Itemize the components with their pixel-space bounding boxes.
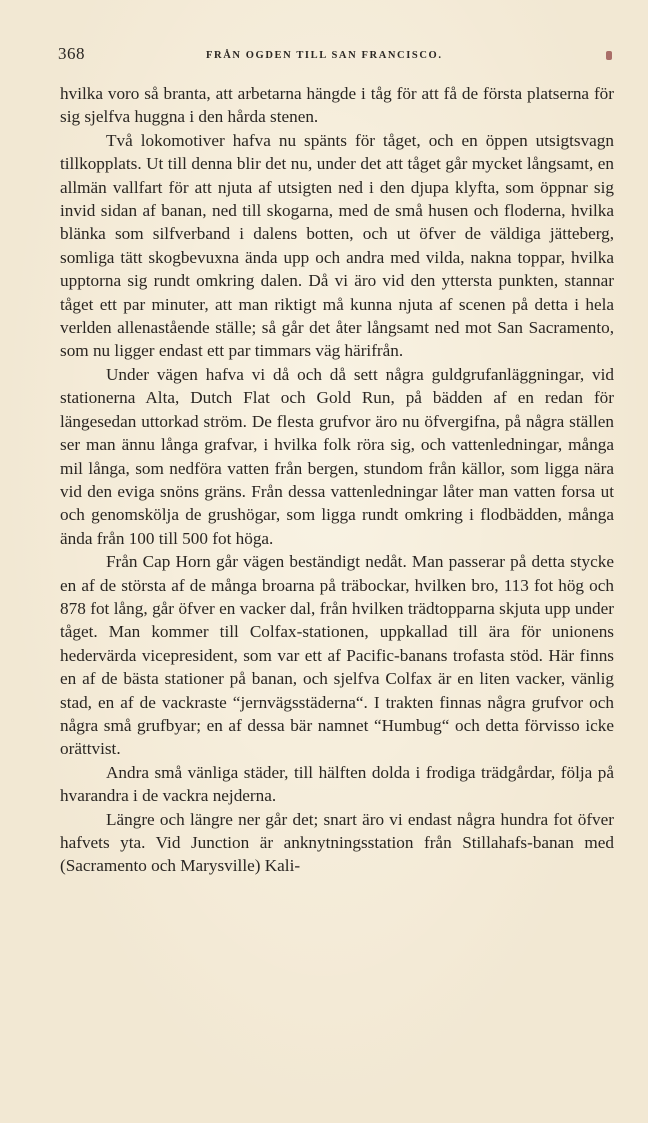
page-header bbox=[58, 44, 614, 68]
ink-mark bbox=[606, 51, 612, 60]
paragraph-4: Från Cap Horn går vägen beständigt nedåt. Man passerar på detta stycke en af de största af de många broarna på träbockar, hvilken bro, 113 fot hög och 878 fot lång, går öfver en vacker dal, från hvilken trädtopparna skjuta upp under tåget. Man kommer till Colfax-stationen, uppkallad till ära för unionens hedervärda vicepresident, som var ett af Pacific-banans trofasta stöd. Här finns en af de bästa stationer på banan, och sjelfva Colfax är en liten vacker, vänlig stad, en af de vackraste “jernvägsstäderna“. I trakten finnas några grufvor och några små grufbyar; en af dessa bär namnet “Humbug“ och detta förvisso icke orättvist. bbox=[60, 552, 614, 759]
paragraph-6: Längre och längre ner går det; snart äro vi endast några hundra fot öfver hafvets yta. Vid Junction är anknytningsstation från Stillahafs-banan med (Sacramento och Marysville) Kali- bbox=[60, 809, 614, 876]
paragraph-2: Två lokomotiver hafva nu spänts för tåget, och en öppen utsigtsvagn tillkopplats. Ut till denna blir det nu, under det att tåget går mycket långsamt, en allmän vallfart för att njuta af utsigten ned i den djupa klyfta, som öppnar sig invid sidan af banan, ned till skogarna, med de små husen och floderna, hvilka blänka som silfverband i dalens botten, och ut öfver de väldiga jätteberg, somliga tätt skogbevuxna ända upp och andra med vilda, nakna toppar, hvilka upptorna sig rundt omkring dalen. Då vi äro vid den yttersta punkten, stannar tåget ett par minuter, att man riktigt må kunna njuta af scenen på detta i hela verlden allenastående ställe; så går det åter långsamt ned mot San Sacramento, som nu ligger endast ett par timmars väg härifrån. bbox=[60, 130, 614, 361]
running-title: FRÅN OGDEN TILL SAN FRANCISCO. bbox=[206, 50, 443, 61]
page-number: 368 bbox=[58, 44, 85, 63]
paragraph-3: Under vägen hafva vi då och då sett några guldgrufanläggningar, vid stationerna Alta, Dutch Flat och Gold Run, på bädden af en redan för längesedan uttorkad ström. De flesta grufvor äro nu öfvergifna, på några ställen ser man ännu långa grafvar, i hvilka folk röra sig, och vattenledningar, många mil långa, som nedföra vatten från bergen, stundom från källor, som ligga nära vid den eviga snöns gräns. Från dessa vattenledningar låter man vatten forsa ut och genomskölja de grushögar, som ligga rundt omkring i flodbädden, många ända från 100 till 500 fot höga. bbox=[60, 364, 614, 548]
paragraph-5: Andra små vänliga städer, till hälften dolda i frodiga trädgårdar, följa på hvarandra i de vackra nejderna. bbox=[60, 762, 614, 806]
body-text bbox=[60, 82, 614, 878]
paragraph-1: hvilka voro så branta, att arbetarna hängde i tåg för att få de första platserna för sig sjelfva huggna i den hårda stenen. bbox=[60, 84, 614, 127]
